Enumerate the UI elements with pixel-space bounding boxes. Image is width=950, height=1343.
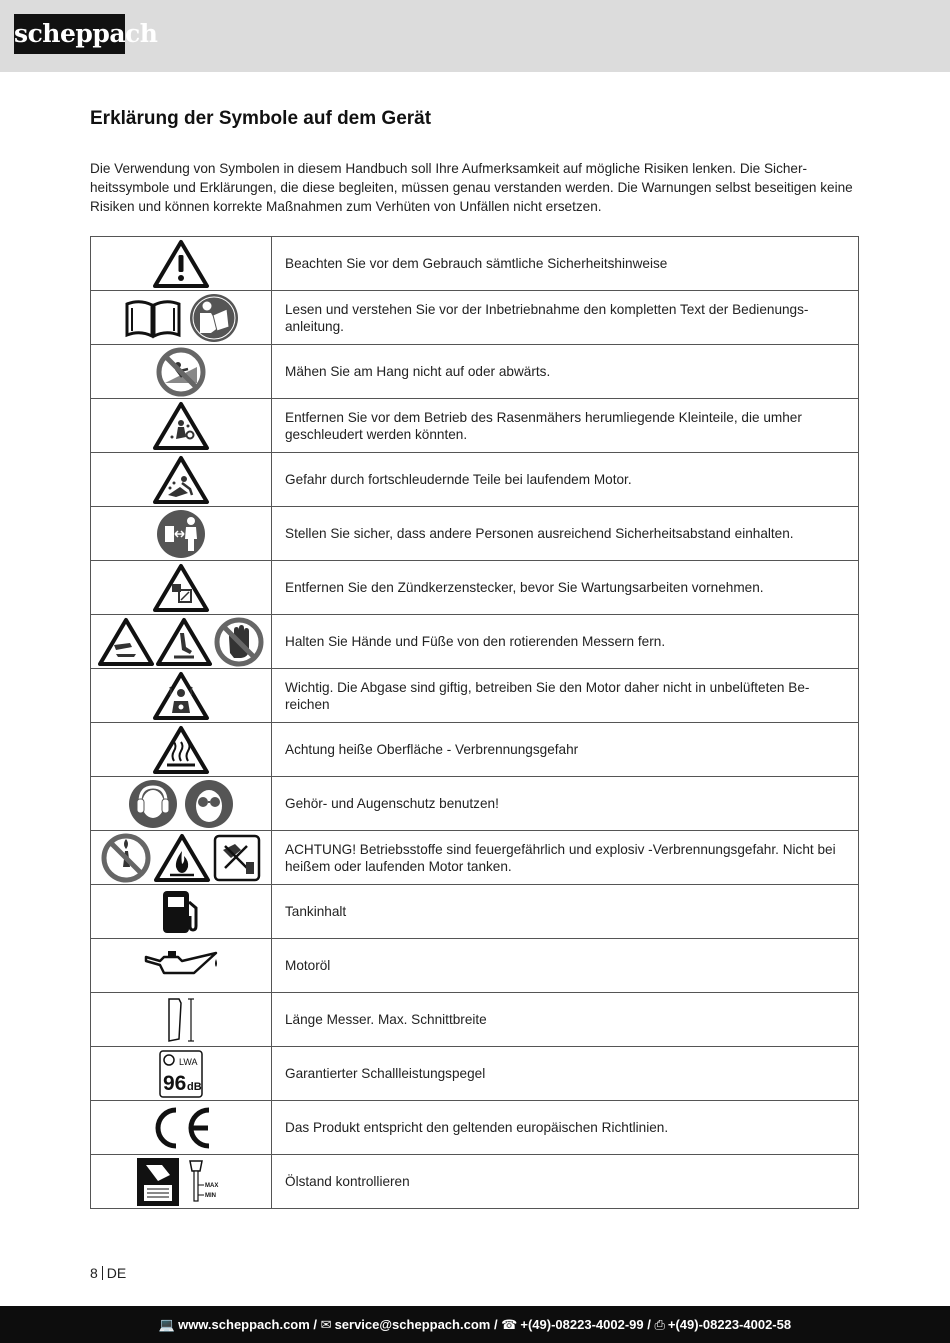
symbol-icons-cell bbox=[91, 993, 272, 1047]
footer-bar: 💻 www.scheppach.com / ✉ service@scheppach.com / ☎ +(49)-08223-4002-99 / ⎙ +(49)-08223-4002-58 bbox=[0, 1306, 950, 1343]
ear-protection-icon bbox=[128, 779, 178, 829]
spark-plug-warning-icon bbox=[152, 563, 210, 613]
symbol-description: Garantierter Schallleistungspegel bbox=[272, 1047, 859, 1101]
top-bar bbox=[0, 0, 950, 72]
footer-website[interactable]: www.scheppach.com bbox=[178, 1317, 310, 1332]
symbol-icons-cell bbox=[91, 345, 272, 399]
footer-email[interactable]: service@scheppach.com bbox=[334, 1317, 491, 1332]
sound-value: 96 bbox=[163, 1071, 187, 1095]
page-language: DE bbox=[106, 1265, 127, 1281]
symbol-description: Ölstand kontrollieren bbox=[272, 1155, 859, 1209]
symbol-icons-cell bbox=[91, 453, 272, 507]
no-slope-mowing-icon bbox=[156, 347, 206, 397]
symbol-icons-cell bbox=[91, 669, 272, 723]
page-number-value: 8 bbox=[90, 1265, 98, 1281]
symbol-row bbox=[91, 453, 859, 507]
warning-triangle-icon bbox=[152, 239, 210, 289]
symbol-row bbox=[91, 561, 859, 615]
sound-power-level-icon bbox=[158, 1049, 204, 1099]
symbol-row bbox=[91, 1155, 859, 1209]
dipstick-max-label: MAX bbox=[205, 1182, 219, 1189]
symbol-row bbox=[91, 399, 859, 453]
safety-distance-icon bbox=[156, 509, 206, 559]
symbol-row bbox=[91, 885, 859, 939]
flammable-warning-icon bbox=[153, 833, 211, 883]
toxic-fumes-warning-icon bbox=[152, 671, 210, 721]
symbol-icons-cell bbox=[91, 615, 272, 669]
page-number bbox=[90, 1265, 126, 1281]
symbol-icons-cell bbox=[91, 831, 272, 885]
symbol-description: Entfernen Sie vor dem Betrieb des Rasenmähers herumliegende Kleinteile, die umher geschleudert werden könnten. bbox=[272, 399, 859, 453]
lwa-label: LWA bbox=[179, 1056, 198, 1067]
symbol-description: Lesen und verstehen Sie vor der Inbetriebnahme den kompletten Text der Bedienungs-anleitung. bbox=[272, 291, 859, 345]
symbol-row bbox=[91, 615, 859, 669]
symbol-icons-cell bbox=[91, 723, 272, 777]
symbol-table bbox=[90, 236, 859, 1209]
symbol-row bbox=[91, 993, 859, 1047]
dipstick-min-label: MIN bbox=[205, 1192, 217, 1199]
symbol-row bbox=[91, 669, 859, 723]
symbol-description: Gefahr durch fortschleudernde Teile bei laufendem Motor. bbox=[272, 453, 859, 507]
no-hands-icon bbox=[214, 617, 264, 667]
symbol-icons-cell bbox=[91, 939, 272, 993]
symbol-icons-cell bbox=[91, 561, 272, 615]
thrown-objects-warning-icon bbox=[152, 401, 210, 451]
symbol-row bbox=[91, 831, 859, 885]
mail-icon: ✉ bbox=[320, 1317, 332, 1332]
page-separator bbox=[102, 1266, 103, 1280]
eye-protection-icon bbox=[184, 779, 234, 829]
symbol-row bbox=[91, 939, 859, 993]
no-open-flame-icon bbox=[101, 833, 151, 883]
foot-blade-warning-icon bbox=[156, 617, 212, 667]
fuel-pump-icon bbox=[159, 888, 203, 936]
oil-can-icon bbox=[142, 947, 220, 985]
no-refuel-hot-engine-icon bbox=[213, 834, 261, 882]
dipstick-icon bbox=[186, 1157, 226, 1207]
hot-surface-warning-icon bbox=[152, 725, 210, 775]
scheppach-logo: scheppach bbox=[14, 14, 125, 54]
symbol-row bbox=[91, 723, 859, 777]
symbol-row bbox=[91, 1047, 859, 1101]
sound-unit: dB bbox=[187, 1080, 202, 1093]
symbol-description: Tankinhalt bbox=[272, 885, 859, 939]
fax-icon: ⎙ bbox=[654, 1317, 665, 1332]
symbol-row bbox=[91, 507, 859, 561]
symbol-description: Das Produkt entspricht den geltenden europäischen Richtlinien. bbox=[272, 1101, 859, 1155]
symbol-description: Stellen Sie sicher, dass andere Personen ausreichend Sicherheitsabstand einhalten. bbox=[272, 507, 859, 561]
symbol-description: Wichtig. Die Abgase sind giftig, betreiben Sie den Motor daher nicht in unbelüfteten Be-reichen bbox=[272, 669, 859, 723]
symbol-icons-cell bbox=[91, 237, 272, 291]
footer-fax: +(49)-08223-4002-58 bbox=[667, 1317, 792, 1332]
read-manual-icon bbox=[189, 293, 239, 343]
symbol-icons-cell bbox=[91, 291, 272, 345]
symbol-row bbox=[91, 237, 859, 291]
flying-parts-warning-icon bbox=[152, 455, 210, 505]
symbol-row bbox=[91, 1101, 859, 1155]
symbol-description: Gehör- und Augenschutz benutzen! bbox=[272, 777, 859, 831]
blade-length-icon bbox=[161, 995, 201, 1045]
open-book-icon bbox=[123, 296, 183, 340]
symbol-row bbox=[91, 345, 859, 399]
intro-paragraph: Die Verwendung von Symbolen in diesem Handbuch soll Ihre Aufmerksamkeit auf mögliche Risiken lenken. Die Sicher-heitssymbole und Erklärungen, die diese begleiten, müssen genau verstanden werden. Die Warnungen selbst beseitigen keine Risiken und können korrekte Maßnahmen zum Verhüten von Unfällen nicht ersetzen. bbox=[90, 161, 853, 214]
symbol-icons-cell bbox=[91, 885, 272, 939]
symbol-icons-cell bbox=[91, 1101, 272, 1155]
computer-icon: 💻 bbox=[158, 1317, 176, 1332]
hand-blade-warning-icon bbox=[98, 617, 154, 667]
symbol-description: Länge Messer. Max. Schnittbreite bbox=[272, 993, 859, 1047]
footer-phone: +(49)-08223-4002-99 bbox=[520, 1317, 644, 1332]
oil-check-icon bbox=[136, 1157, 180, 1207]
symbol-row bbox=[91, 291, 859, 345]
symbol-description: Motoröl bbox=[272, 939, 859, 993]
symbol-icons-cell bbox=[91, 399, 272, 453]
symbol-description: Mähen Sie am Hang nicht auf oder abwärts. bbox=[272, 345, 859, 399]
symbol-description: ACHTUNG! Betriebsstoffe sind feuergefährlich und explosiv -Verbrennungsgefahr. Nicht bei heißem oder laufenden Motor tanken. bbox=[272, 831, 859, 885]
section-title: Erklärung der Symbole auf dem Gerät bbox=[90, 108, 432, 129]
symbol-icons-cell bbox=[91, 507, 272, 561]
symbol-description: Achtung heiße Oberfläche - Verbrennungsgefahr bbox=[272, 723, 859, 777]
symbol-row bbox=[91, 777, 859, 831]
phone-icon: ☎ bbox=[501, 1317, 518, 1332]
ce-mark-icon bbox=[148, 1105, 214, 1151]
symbol-icons-cell bbox=[91, 1155, 272, 1209]
symbol-icons-cell bbox=[91, 1047, 272, 1101]
symbol-description: Entfernen Sie den Zündkerzenstecker, bevor Sie Wartungsarbeiten vornehmen. bbox=[272, 561, 859, 615]
symbol-icons-cell bbox=[91, 777, 272, 831]
symbol-description: Halten Sie Hände und Füße von den rotierenden Messern fern. bbox=[272, 615, 859, 669]
symbol-description: Beachten Sie vor dem Gebrauch sämtliche Sicherheitshinweise bbox=[272, 237, 859, 291]
